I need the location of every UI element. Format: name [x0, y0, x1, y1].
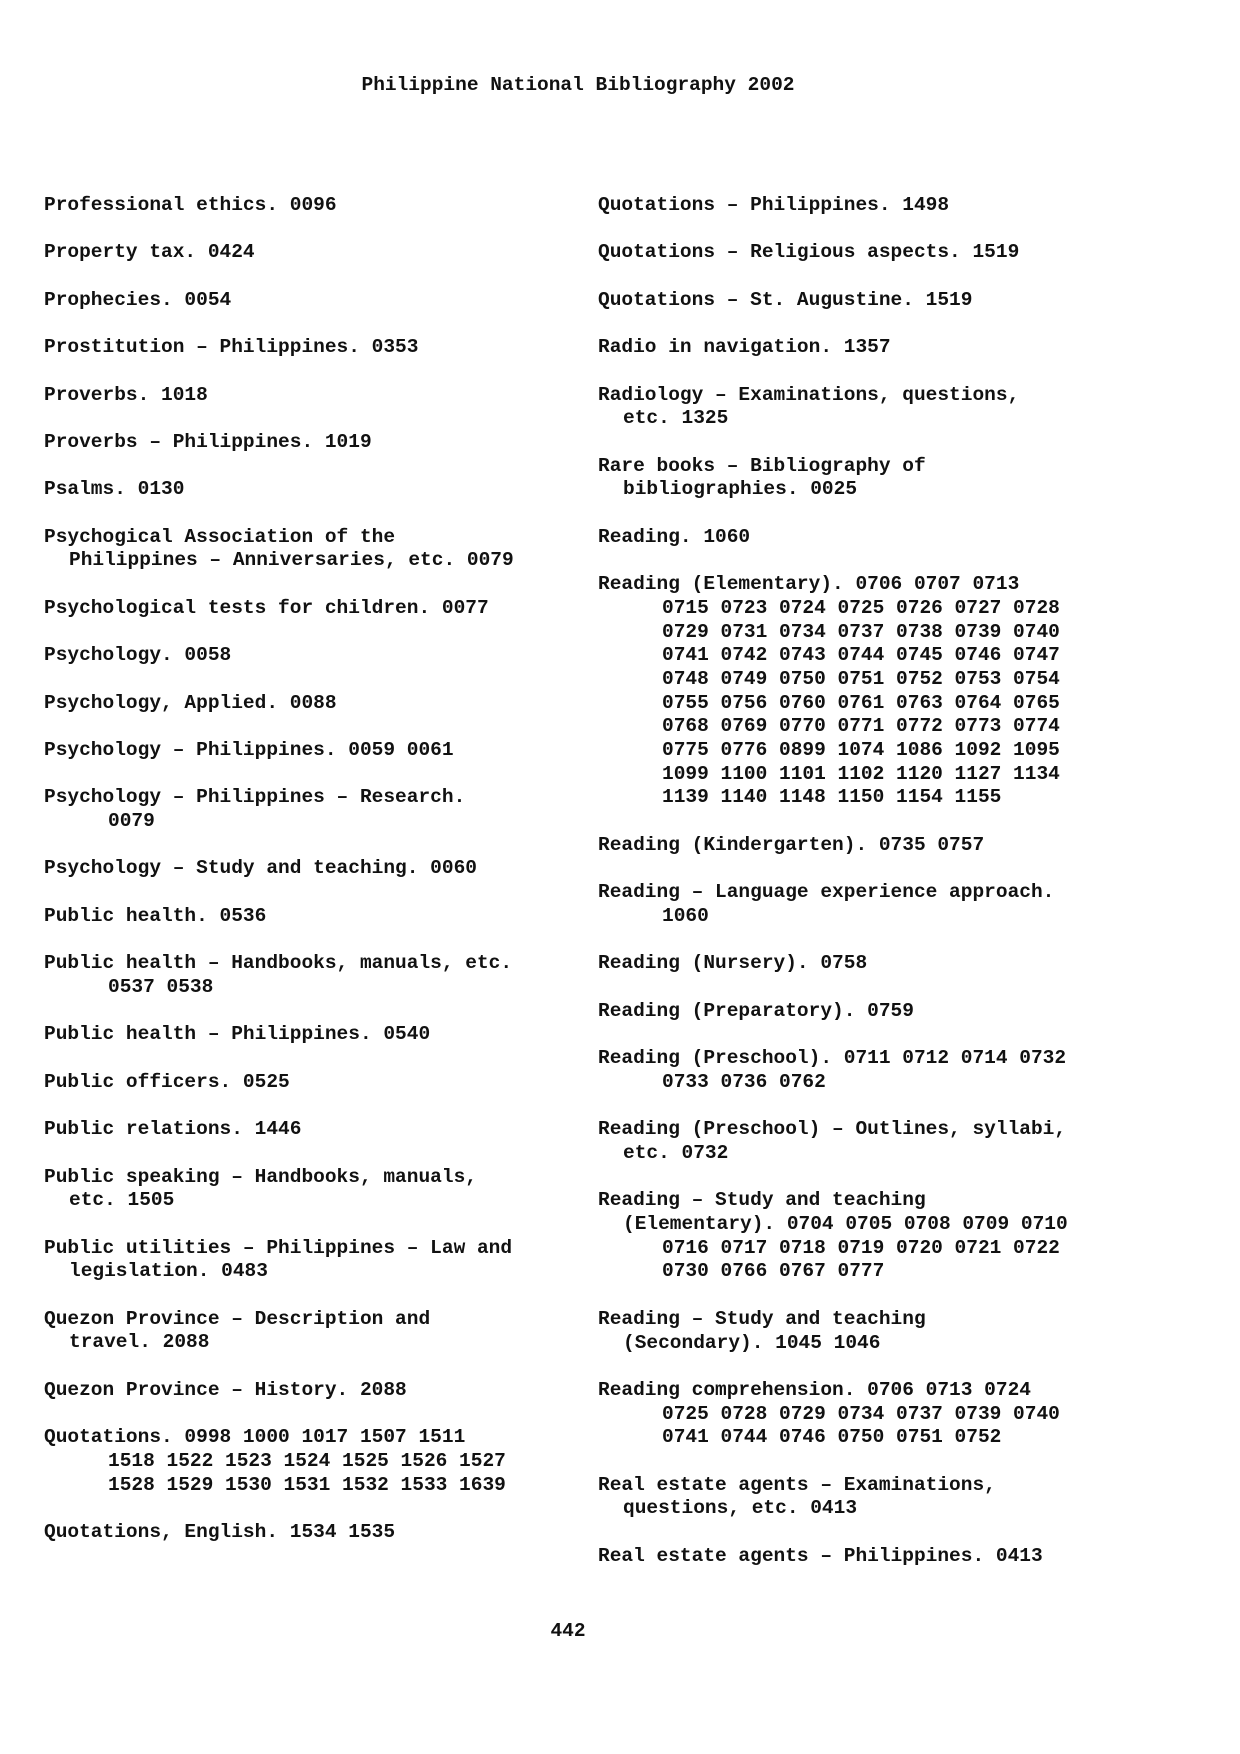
- index-heading: Quezon Province – History. 2088: [44, 1378, 407, 1401]
- index-heading: Proverbs. 1018: [44, 383, 208, 406]
- index-entry: [44, 478, 584, 502]
- index-heading: Public officers. 0525: [44, 1070, 290, 1093]
- index-entry: [598, 952, 1158, 976]
- index-entry: [598, 1545, 1158, 1569]
- index-heading: Psychology. 0058: [44, 644, 232, 667]
- index-entry: [598, 573, 1158, 810]
- index-continuation: questions, etc. 0413: [623, 1497, 858, 1520]
- index-entry: [44, 692, 584, 716]
- index-continuation: 0730 0766 0767 0777: [662, 1260, 885, 1283]
- index-entry: [44, 1521, 584, 1545]
- index-entry: [44, 1118, 584, 1142]
- index-entry: [44, 431, 584, 455]
- index-entry: [598, 1118, 1158, 1165]
- index-continuation: 0715 0723 0724 0725 0726 0727 0728: [662, 596, 1060, 619]
- index-entry: [598, 336, 1158, 360]
- index-entry: [44, 194, 584, 218]
- index-heading: Quotations – St. Augustine. 1519: [598, 288, 973, 311]
- index-heading: Reading (Preschool) – Outlines, syllabi,: [598, 1118, 1067, 1141]
- index-heading: Reading – Study and teaching: [598, 1189, 926, 1212]
- index-continuation: legislation. 0483: [69, 1260, 268, 1283]
- index-entry: [44, 1166, 584, 1213]
- index-entry: [598, 526, 1158, 550]
- index-continuation: 1518 1522 1523 1524 1525 1526 1527: [108, 1449, 506, 1472]
- index-entry: [598, 1474, 1158, 1521]
- index-heading: Reading (Elementary). 0706 0707 0713: [598, 573, 1020, 596]
- page-number: 442: [550, 1620, 586, 1642]
- index-heading: Rare books – Bibliography of: [598, 454, 926, 477]
- index-entry: [44, 952, 584, 999]
- index-entry: [44, 336, 584, 360]
- index-entry: [598, 1047, 1158, 1094]
- index-heading: Public health. 0536: [44, 904, 267, 927]
- index-column-left: [44, 194, 584, 1568]
- index-heading: Psalms. 0130: [44, 478, 185, 501]
- index-continuation: etc. 0732: [623, 1141, 729, 1164]
- index-heading: Reading. 1060: [598, 525, 751, 548]
- index-heading: Quotations – Philippines. 1498: [598, 194, 950, 216]
- index-continuation: etc. 1505: [69, 1189, 175, 1212]
- index-heading: Quotations – Religious aspects. 1519: [598, 241, 1020, 264]
- index-continuation: 0741 0742 0743 0744 0745 0746 0747: [662, 644, 1060, 667]
- index-heading: Prostitution – Philippines. 0353: [44, 336, 419, 359]
- index-entry: [598, 1000, 1158, 1024]
- index-entry: [44, 786, 584, 833]
- index-heading: Prophecies. 0054: [44, 288, 232, 311]
- index-entry: [44, 644, 584, 668]
- index-entry: [44, 241, 584, 265]
- index-continuation: 0768 0769 0770 0771 0772 0773 0774: [662, 715, 1060, 738]
- index-continuation: 0725 0728 0729 0734 0737 0739 0740: [662, 1402, 1060, 1425]
- index-entry: [598, 1308, 1158, 1355]
- index-continuation: 0741 0744 0746 0750 0751 0752: [662, 1426, 1002, 1449]
- index-heading: Psychogical Association of the: [44, 525, 396, 548]
- running-header: Philippine National Bibliography 2002: [361, 74, 795, 96]
- index-entry: [44, 1071, 584, 1095]
- index-entry: [44, 1308, 584, 1355]
- index-heading: Real estate agents – Philippines. 0413: [598, 1544, 1043, 1567]
- index-column-right: [598, 194, 1158, 1592]
- index-heading: Reading – Study and teaching: [598, 1307, 926, 1330]
- index-heading: Reading (Preschool). 0711 0712 0714 0732: [598, 1047, 1067, 1070]
- index-entry: [598, 194, 1158, 218]
- index-entry: [598, 1189, 1158, 1284]
- index-continuation: 0733 0736 0762: [662, 1070, 826, 1093]
- index-heading: Radiology – Examinations, questions,: [598, 383, 1020, 406]
- index-continuation: 0755 0756 0760 0761 0763 0764 0765: [662, 691, 1060, 714]
- index-entry: [598, 384, 1158, 431]
- index-entry: [44, 857, 584, 881]
- index-continuation: 1060: [662, 904, 709, 927]
- index-entry: [44, 739, 584, 763]
- index-entry: [598, 834, 1158, 858]
- index-heading: Psychology – Study and teaching. 0060: [44, 857, 477, 880]
- index-entry: [598, 241, 1158, 265]
- index-continuation: Philippines – Anniversaries, etc. 0079: [69, 549, 514, 572]
- index-continuation: 0775 0776 0899 1074 1086 1092 1095: [662, 739, 1060, 762]
- index-continuation: bibliographies. 0025: [623, 478, 858, 501]
- index-heading: Public health – Philippines. 0540: [44, 1023, 431, 1046]
- index-heading: Psychology – Philippines. 0059 0061: [44, 739, 454, 761]
- index-continuation: 0748 0749 0750 0751 0752 0753 0754: [662, 667, 1060, 690]
- index-heading: Proverbs – Philippines. 1019: [44, 430, 372, 453]
- index-entry: [44, 1379, 584, 1403]
- index-entry: [598, 1379, 1158, 1450]
- index-continuation: 1528 1529 1530 1531 1532 1533 1639: [108, 1473, 506, 1496]
- index-entry: [598, 881, 1158, 928]
- index-heading: Psychology – Philippines – Research.: [44, 786, 466, 809]
- index-continuation: etc. 1325: [623, 407, 729, 430]
- index-heading: Quotations. 0998 1000 1017 1507 1511: [44, 1426, 466, 1449]
- index-heading: Reading (Preparatory). 0759: [598, 999, 914, 1022]
- index-heading: Public health – Handbooks, manuals, etc.: [44, 952, 513, 975]
- index-entry: [598, 289, 1158, 313]
- index-heading: Professional ethics. 0096: [44, 194, 337, 216]
- index-heading: Reading (Kindergarten). 0735 0757: [598, 833, 985, 856]
- index-entry: [44, 1237, 584, 1284]
- index-continuation: 0079: [108, 810, 155, 833]
- index-heading: Real estate agents – Examinations,: [598, 1473, 996, 1496]
- index-entry: [598, 455, 1158, 502]
- index-heading: Reading – Language experience approach.: [598, 881, 1055, 904]
- index-heading: Quotations, English. 1534 1535: [44, 1521, 396, 1543]
- index-continuation: 0729 0731 0734 0737 0738 0739 0740: [662, 620, 1060, 643]
- index-continuation: travel. 2088: [69, 1331, 210, 1354]
- index-continuation: 1099 1100 1101 1102 1120 1127 1134: [662, 762, 1060, 785]
- index-entry: [44, 526, 584, 573]
- index-continuation: 1139 1140 1148 1150 1154 1155: [662, 786, 1002, 809]
- index-heading: Public utilities – Philippines – Law and: [44, 1236, 513, 1259]
- index-heading: Reading comprehension. 0706 0713 0724: [598, 1378, 1031, 1401]
- index-entry: [44, 597, 584, 621]
- index-heading: Property tax. 0424: [44, 241, 255, 264]
- index-entry: [44, 289, 584, 313]
- index-continuation: (Secondary). 1045 1046: [623, 1331, 881, 1354]
- index-heading: Psychology, Applied. 0088: [44, 691, 337, 714]
- index-heading: Quezon Province – Description and: [44, 1307, 431, 1330]
- index-continuation: 0716 0717 0718 0719 0720 0721 0722: [662, 1236, 1060, 1259]
- index-entry: [44, 905, 584, 929]
- index-entry: [44, 384, 584, 408]
- index-continuation: 0537 0538: [108, 975, 214, 998]
- index-continuation: (Elementary). 0704 0705 0708 0709 0710: [623, 1213, 1068, 1236]
- index-heading: Public relations. 1446: [44, 1118, 302, 1141]
- index-heading: Reading (Nursery). 0758: [598, 952, 868, 975]
- index-entry: [44, 1426, 584, 1497]
- index-heading: Psychological tests for children. 0077: [44, 596, 489, 619]
- index-heading: Radio in navigation. 1357: [598, 336, 891, 359]
- index-entry: [44, 1023, 584, 1047]
- index-heading: Public speaking – Handbooks, manuals,: [44, 1165, 477, 1188]
